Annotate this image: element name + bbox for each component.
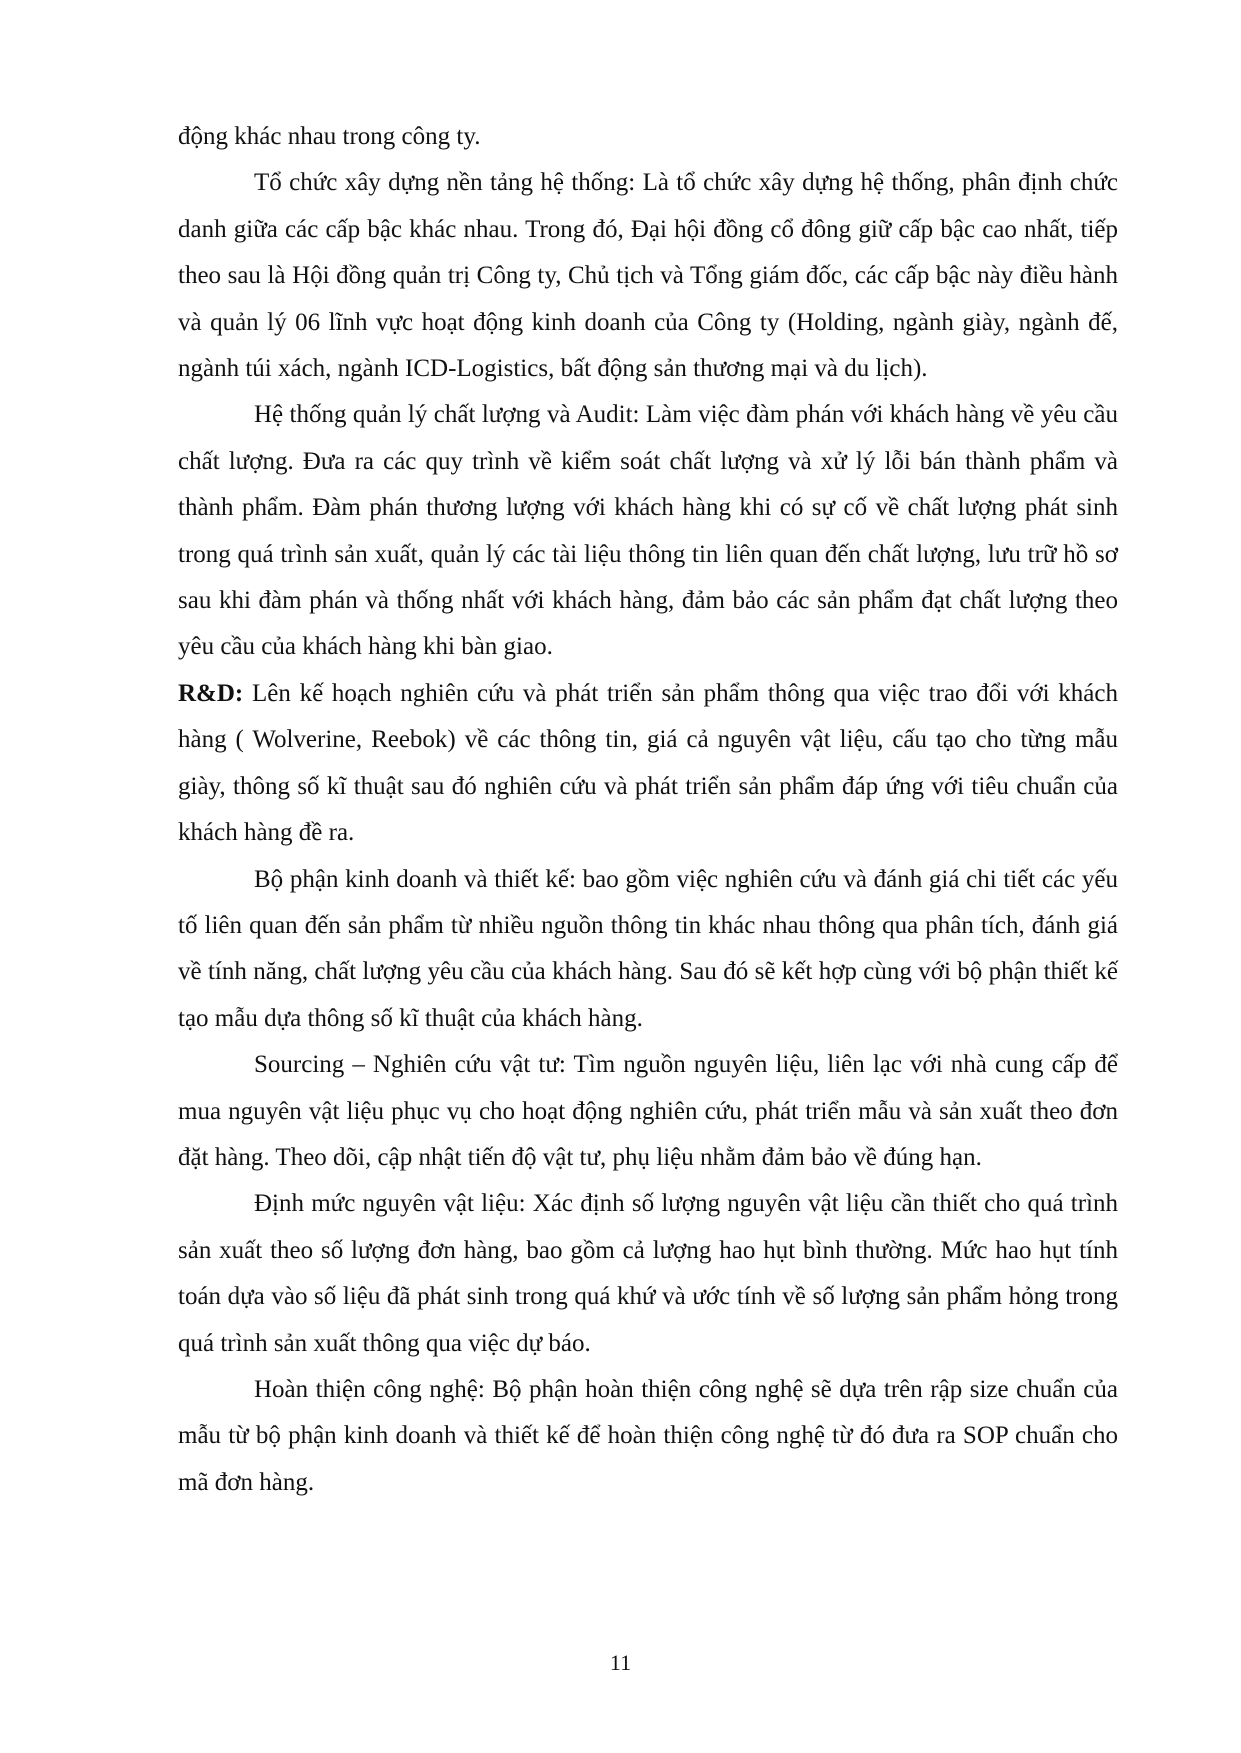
paragraph-quality: Hệ thống quản lý chất lượng và Audit: Làm việc đàm phán với khách hàng về yêu cầu chất lượng. Đưa ra các quy trình về kiểm soát chất lượng và xử lý lỗi bán thành phẩm và thành phẩm. Đàm phán thương lượng với khách hàng khi có sự cố về chất lượng phát sinh trong quá trình sản xuất, quản lý các tài liệu thông tin liên quan đến chất lượng, lưu trữ hồ sơ sau khi đàm phán và thống nhất với khách hàng, đảm bảo các sản phẩm đạt chất lượng theo yêu cầu của khách hàng khi bàn giao.: [178, 401, 1118, 661]
paragraph-technology: Hoàn thiện công nghệ: Bộ phận hoàn thiện công nghệ sẽ dựa trên rập size chuẩn của mẫu từ bộ phận kinh doanh và thiết kế để hoàn thiện công nghệ từ đó đưa ra SOP chuẩn cho mã đơn hàng.: [178, 1375, 1118, 1496]
paragraph-sourcing: Sourcing – Nghiên cứu vật tư: Tìm nguồn nguyên liệu, liên lạc với nhà cung cấp để mua nguyên vật liệu phục vụ cho hoạt động nghiên cứu, phát triển mẫu và sản xuất theo đơn đặt hàng. Theo dõi, cập nhật tiến độ vật tư, phụ liệu nhằm đảm bảo về đúng hạn.: [178, 1051, 1118, 1171]
rd-label: R&D:: [178, 679, 244, 707]
paragraph-sales-design: Bộ phận kinh doanh và thiết kế: bao gồm việc nghiên cứu và đánh giá chi tiết các yếu tố liên quan đến sản phẩm từ nhiều nguồn thông tin khác nhau thông qua phân tích, đánh giá về tính năng, chất lượng yêu cầu của khách hàng. Sau đó sẽ kết hợp cùng với bộ phận thiết kế tạo mẫu dựa thông số kĩ thuật của khách hàng.: [178, 865, 1118, 1032]
rd-text: Lên kế hoạch nghiên cứu và phát triển sản phẩm thông qua việc trao đổi với khách hàng ( Wolverine, Reebok) về các thông tin, giá cả nguyên vật liệu, cấu tạo cho từng mẫu giày, thông số kĩ thuật sau đó nghiên cứu và phát triển sản phẩm đáp ứng với tiêu chuẩn của khách hàng đề ra.: [178, 679, 1118, 847]
document-page: [178, 114, 1118, 1506]
paragraph-organization: Tổ chức xây dựng nền tảng hệ thống: Là tổ chức xây dựng hệ thống, phân định chức danh giữa các cấp bậc khác nhau. Trong đó, Đại hội đồng cổ đông giữ cấp bậc cao nhất, tiếp theo sau là Hội đồng quản trị Công ty, Chủ tịch và Tổng giám đốc, các cấp bậc này điều hành và quản lý 06 lĩnh vực hoạt động kinh doanh của Công ty (Holding, ngành giày, ngành đế, ngành túi xách, ngành ICD-Logistics, bất động sản thương mại và du lịch).: [178, 169, 1118, 383]
paragraph-continuation: động khác nhau trong công ty.: [178, 123, 481, 150]
paragraph-material-norms: Định mức nguyên vật liệu: Xác định số lượng nguyên vật liệu cần thiết cho quá trình sản xuất theo số lượng đơn hàng, bao gồm cả lượng hao hụt bình thường. Mức hao hụt tính toán dựa vào số liệu đã phát sinh trong quá khứ và ước tính về số lượng sản phẩm hỏng trong quá trình sản xuất thông qua việc dự báo.: [178, 1190, 1118, 1357]
paragraph-rd: [178, 671, 1118, 857]
page-number: 11: [609, 1650, 632, 1675]
